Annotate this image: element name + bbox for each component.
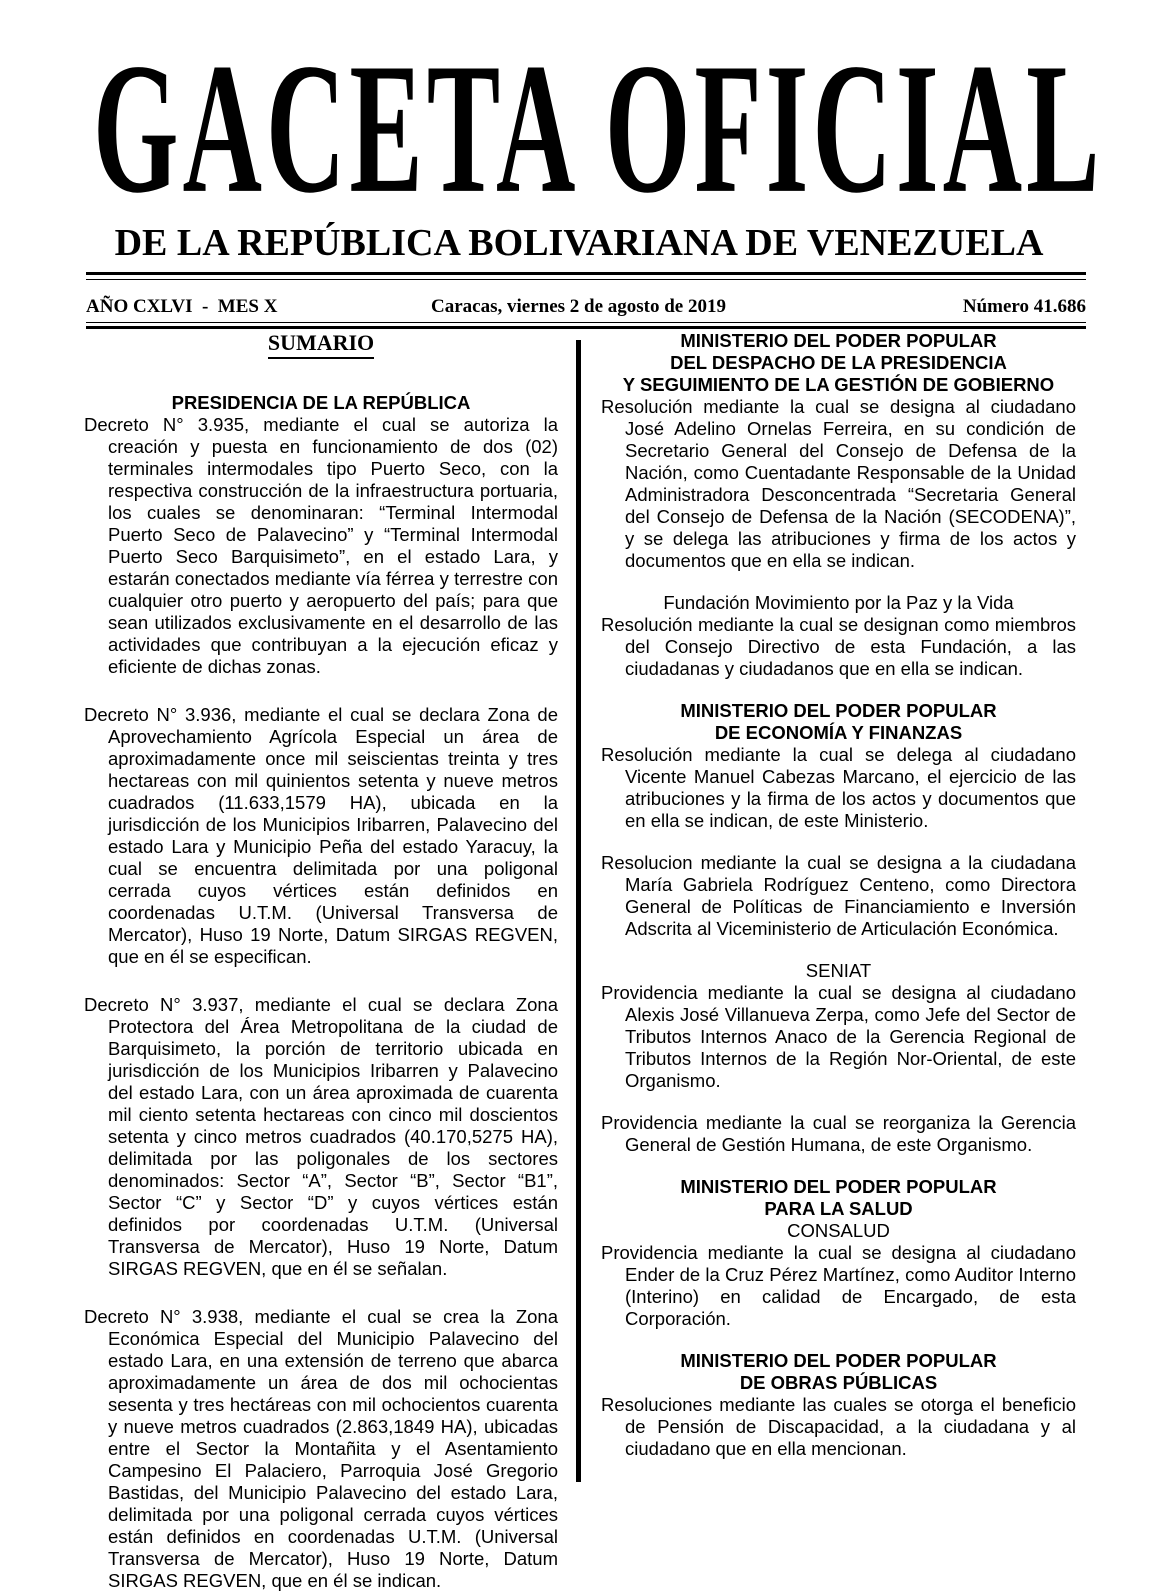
top-rule-thin: [86, 279, 1086, 280]
summary-entry-seniat-2: Providencia mediante la cual se reorganiza la Gerencia General de Gestión Humana, de este Organismo.: [601, 1112, 1076, 1155]
summary-entry-obras-1: Resoluciones mediante las cuales se otorga el beneficio de Pensión de Discapacidad, a la ciudadana y al ciudadano que en ella mencionan.: [601, 1394, 1076, 1459]
summary-entry-despacho-1: Resolución mediante la cual se designa al ciudadano José Adelino Ornelas Ferreira, en su condición de Secretario General del Consejo de Defensa de la Nación, como Cuentadante Responsable de la Unidad Administradora Desconcentrada “Secretaria General del Consejo de Defensa de la Nación (SECODENA)”, y se delega las atribuciones y firma de los actos y documentos que en ella se indican.: [601, 396, 1076, 571]
section-header-salud-2: PARA LA SALUD: [764, 1198, 913, 1219]
column-divider: [576, 340, 581, 1482]
summary-entry-despacho-2: Resolución mediante la cual se designan como miembros del Consejo Directivo de esta Fundación, a las ciudadanas y ciudadanos que en ella se indican.: [601, 614, 1076, 679]
top-rule-thick: [86, 272, 1086, 275]
issue-number: Número 41.686: [962, 296, 1086, 317]
issue-year-month: AÑO CXLVI - MES X: [86, 296, 278, 317]
summary-entry-salud-1: Providencia mediante la cual se designa al ciudadano Ender de la Cruz Pérez Martínez, como Auditor Interno (Interino) en calidad de Encargado, de esta Corporación.: [601, 1242, 1076, 1329]
section-header-obras-1: MINISTERIO DEL PODER POPULAR: [680, 1350, 997, 1371]
summary-title: SUMARIO: [84, 330, 558, 356]
summary-entry-decree-3936: Decreto N° 3.936, mediante el cual se declara Zona de Aprovechamiento Agrícola Especial un área de aproximadamente once mil seiscientas treinta y tres hectareas con mil quinientos setenta y nueve metros cuadrados (11.633,1579 HA), ubicada en la jurisdicción de los Municipios Iribarren, Palavecino del estado Lara y Municipio Peña del estado Yaracuy, la cual se encuentra delimitada por una poligonal cerrada cuyos vértices están definidos en coordenadas U.T.M. (Universal Transversa de Mercator), Huso 19 Norte, Datum SIRGAS REGVEN, que en él se especifican.: [84, 704, 558, 967]
gazette-title: GACETA OFICIAL: [93, 24, 1104, 232]
section-header-economia-2: DE ECONOMÍA Y FINANZAS: [714, 722, 963, 743]
info-rule-thick: [86, 326, 1086, 329]
summary-entry-decree-3937: Decreto N° 3.937, mediante el cual se declara Zona Protectora del Área Metropolitana de la ciudad de Barquisimeto, la porción de territorio ubicada en jurisdicción de los Municipios Iribarren y Palavecino del estado Lara, con un área aproximada de cuarenta mil ciento setenta hectareas con cinco mil doscientos setenta y cinco metros cuadrados (40.170,5275 HA), delimitada por las poligonales de los sectores denominados: Sector “A”, Sector “B”, Sector “B1”, Sector “C” y Sector “D” y cuyos vértices están definidos por coordenadas U.T.M. (Universal Transversa de Mercator), Huso 19 Norte, Datum SIRGAS REGVEN, que en él se señalan.: [84, 994, 558, 1279]
subsection-seniat: SENIAT: [805, 960, 872, 981]
left-column: [84, 330, 558, 1592]
summary-entry-economia-2: Resolucion mediante la cual se designa a la ciudadana María Gabriela Rodríguez Centeno, como Directora General de Políticas de Financiamiento e Inversión Adscrita al Viceministerio de Articulación Económica.: [601, 852, 1076, 939]
right-column: [601, 330, 1076, 1460]
section-header-despacho-3: Y SEGUIMIENTO DE LA GESTIÓN DE GOBIERNO: [622, 374, 1055, 395]
info-rule-thin: [86, 322, 1086, 323]
summary-entry-seniat-1: Providencia mediante la cual se designa al ciudadano Alexis José Villanueva Zerpa, como Jefe del Sector de Tributos Internos Anaco de la Gerencia Regional de Tributos Internos de la Región Nor-Oriental, de este Organismo.: [601, 982, 1076, 1091]
summary-entry-decree-3935: Decreto N° 3.935, mediante el cual se autoriza la creación y puesta en funcionamiento de dos (02) terminales intermodales tipo Puerto Seco, con la respectiva construcción de la infraestructura portuaria, los cuales se denominaran: “Terminal Intermodal Puerto Seco de Palavecino” y “Terminal Intermodal Puerto Seco Barquisimeto”, en el estado Lara, y estarán conectados mediante vía férrea y terrestre con cualquier otro puerto y aeropuerto del país; para que sean utilizados exclusivamente en el desarrollo de las actividades que contribuyan a la ejecución eficaz y eficiente de dichas zonas.: [84, 414, 558, 677]
summary-entry-economia-1: Resolución mediante la cual se delega al ciudadano Vicente Manuel Cabezas Marcano, el ejercicio de las atribuciones y la firma de los actos y documentos que en ella se indican, de este Ministerio.: [601, 744, 1076, 831]
issue-info-bar: [86, 294, 1086, 320]
section-header-economia-1: MINISTERIO DEL PODER POPULAR: [680, 700, 997, 721]
section-header-despacho-2: DEL DESPACHO DE LA PRESIDENCIA: [670, 352, 1007, 373]
issue-date: Caracas, viernes 2 de agosto de 2019: [431, 296, 726, 317]
section-header-despacho-1: MINISTERIO DEL PODER POPULAR: [680, 330, 997, 351]
section-header-obras-2: DE OBRAS PÚBLICAS: [739, 1372, 938, 1393]
subsection-consalud: CONSALUD: [787, 1220, 890, 1241]
masthead: [0, 0, 1153, 270]
section-header-presidency: PRESIDENCIA DE LA REPÚBLICA: [171, 392, 471, 413]
summary-entry-decree-3938: Decreto N° 3.938, mediante el cual se crea la Zona Económica Especial del Municipio Palavecino del estado Lara, en una extensión de terreno que abarca aproximadamente un área de dos mil ochocientas sesenta y tres hectáreas con mil ochocientos cuarenta y nueve metros cuadrados (2.863,1849 HA), ubicadas entre el Sector la Montañita y el Asentamiento Campesino El Palaciero, Parroquia José Gregorio Bastidas, del Municipio Palavecino del estado Lara, delimitada por una poligonal cerrada cuyos vértices están definidos en coordenadas U.T.M. (Universal Transversa de Mercator), Huso 19 Norte, Datum SIRGAS REGVEN, que en él se indican.: [84, 1306, 558, 1591]
gazette-subtitle: DE LA REPÚBLICA BOLIVARIANA DE VENEZUELA: [114, 222, 1044, 264]
subsection-fundacion: Fundación Movimiento por la Paz y la Vida: [663, 592, 1014, 613]
section-header-salud-1: MINISTERIO DEL PODER POPULAR: [680, 1176, 997, 1197]
